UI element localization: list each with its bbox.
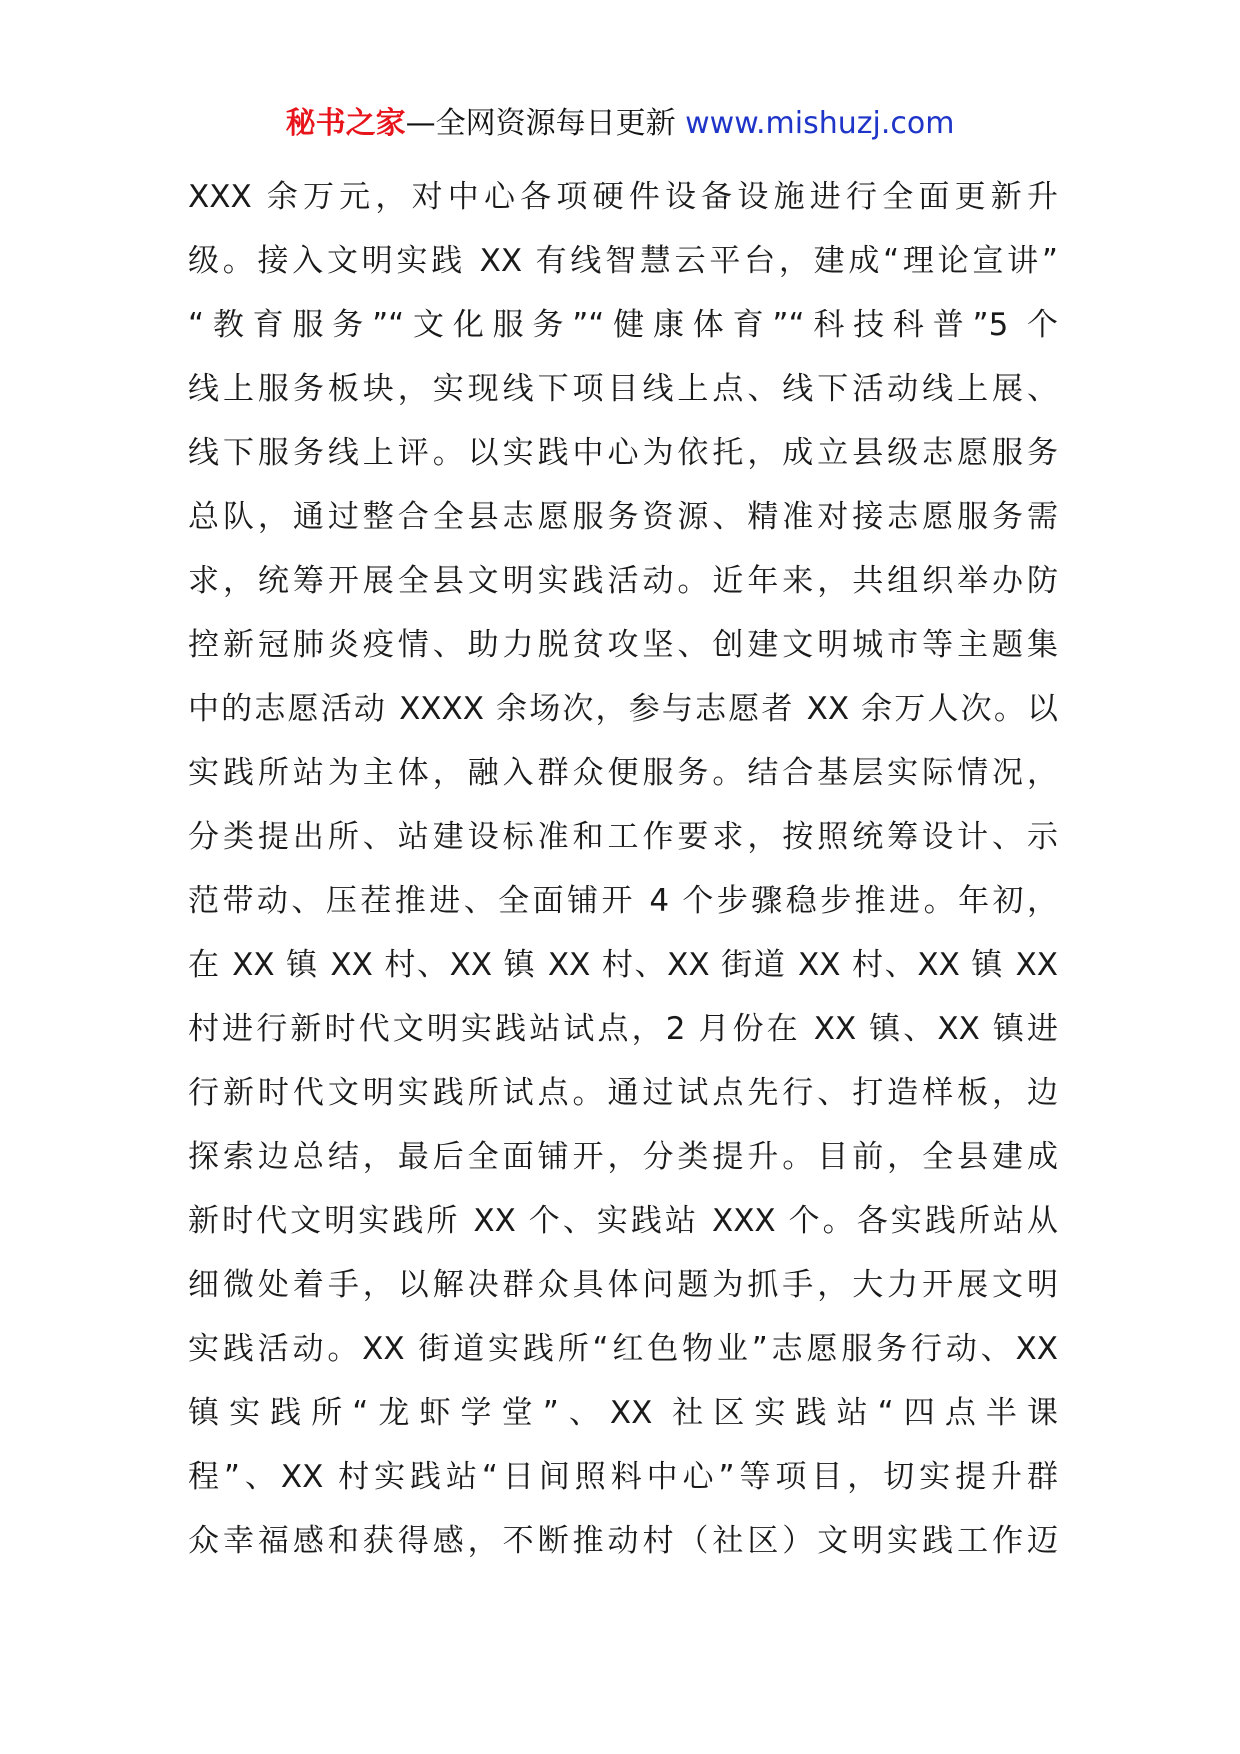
text-line: XXX 余万元，对中心各项硬件设备设施进行全面更新升 bbox=[188, 179, 1058, 215]
text-line: “教育服务”“文化服务”“健康体育”“科技科普”5 个 bbox=[188, 307, 1058, 343]
text-line: 程”、XX 村实践站“日间照料中心”等项目，切实提升群 bbox=[188, 1459, 1058, 1495]
tagline: —全网资源每日更新 bbox=[405, 106, 676, 141]
text-line: 实践活动。XX 街道实践所“红色物业”志愿服务行动、XX bbox=[188, 1331, 1058, 1367]
text-line: 行新时代文明实践所试点。通过试点先行、打造样板，边 bbox=[188, 1075, 1058, 1111]
text-line: 线下服务线上评。以实践中心为依托，成立县级志愿服务 bbox=[188, 435, 1058, 471]
text-line: 村进行新时代文明实践站试点，2 月份在 XX 镇、XX 镇进 bbox=[188, 1011, 1058, 1047]
watermark-header bbox=[0, 100, 1240, 148]
text-line: 总队，通过整合全县志愿服务资源、精准对接志愿服务需 bbox=[188, 499, 1058, 535]
text-line: 新时代文明实践所 XX 个、实践站 XXX 个。各实践所站从 bbox=[188, 1203, 1058, 1239]
text-line: 控新冠肺炎疫情、助力脱贫攻坚、创建文明城市等主题集 bbox=[188, 627, 1058, 663]
text-line: 求，统筹开展全县文明实践活动。近年来，共组织举办防 bbox=[188, 563, 1058, 599]
text-line: 细微处着手，以解决群众具体问题为抓手，大力开展文明 bbox=[188, 1267, 1058, 1303]
site-url: www.mishuzj.com bbox=[685, 106, 955, 141]
text-line: 范带动、压茬推进、全面铺开 4 个步骤稳步推进。年初， bbox=[188, 883, 1058, 919]
text-line: 级。接入文明实践 XX 有线智慧云平台，建成“理论宣讲” bbox=[188, 243, 1058, 279]
text-line: 中的志愿活动 XXXX 余场次，参与志愿者 XX 余万人次。以 bbox=[188, 691, 1058, 727]
text-line: 探索边总结，最后全面铺开，分类提升。目前，全县建成 bbox=[188, 1139, 1058, 1175]
text-line: 在 XX 镇 XX 村、XX 镇 XX 村、XX 街道 XX 村、XX 镇 XX bbox=[188, 947, 1058, 983]
text-line: 线上服务板块，实现线下项目线上点、线下活动线上展、 bbox=[188, 371, 1058, 407]
body-text bbox=[188, 165, 1058, 1573]
text-line: 分类提出所、站建设标准和工作要求，按照统筹设计、示 bbox=[188, 819, 1058, 855]
text-line: 镇实践所“龙虾学堂”、XX 社区实践站“四点半课 bbox=[188, 1395, 1058, 1431]
brand-name: 秘书之家 bbox=[285, 106, 406, 141]
text-line: 实践所站为主体，融入群众便服务。结合基层实际情况， bbox=[188, 755, 1058, 791]
text-line: 众幸福感和获得感，不断推动村（社区）文明实践工作迈 bbox=[188, 1523, 1058, 1559]
